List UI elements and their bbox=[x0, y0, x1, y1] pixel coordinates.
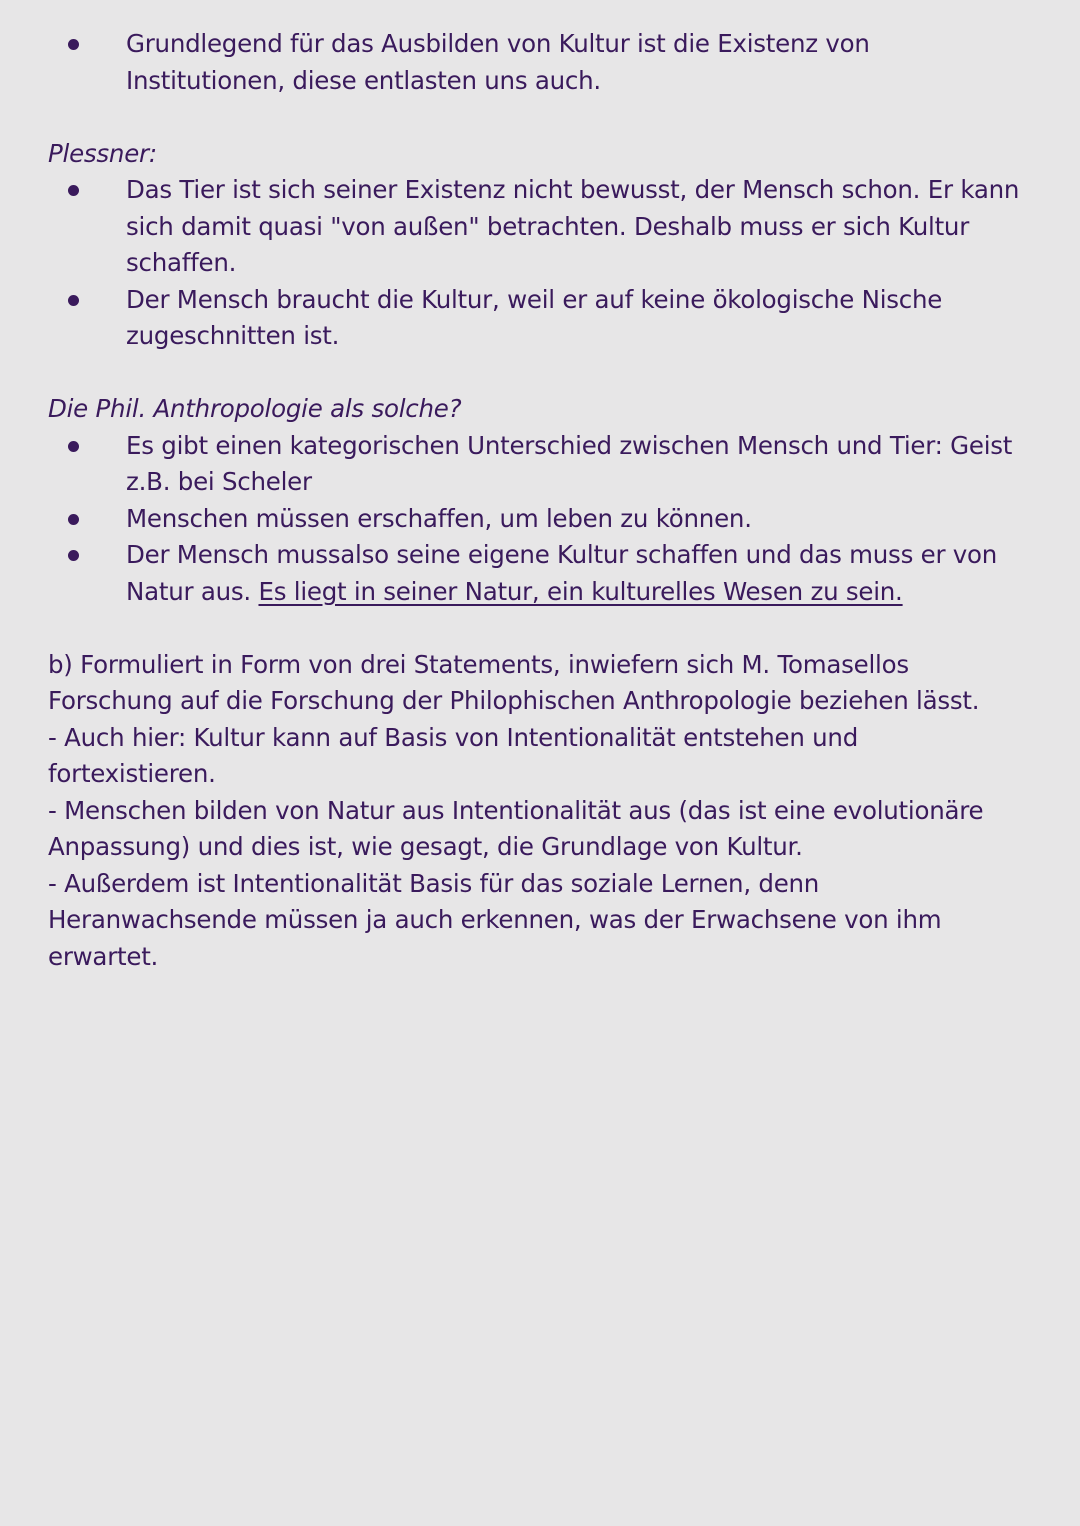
bullet-icon bbox=[68, 514, 79, 525]
statement-1: - Auch hier: Kultur kann auf Basis von Intentionalität entstehen und fortexistieren. bbox=[48, 722, 858, 788]
bullet-text: Menschen müssen erschaffen, um leben zu können. bbox=[126, 503, 752, 533]
intro-list bbox=[48, 26, 1032, 99]
list-item bbox=[48, 501, 1032, 538]
anthropology-list bbox=[48, 428, 1032, 611]
bullet-text: Das Tier ist sich seiner Existenz nicht bewusst, der Mensch schon. Er kann sich damit quasi "von außen" betrachten. Deshalb muss er sich Kultur schaffen. bbox=[126, 175, 1020, 277]
bullet-icon bbox=[68, 441, 79, 452]
bullet-text: Der Mensch mussalso seine eigene Kultur schaffen und das muss er von Natur aus. bbox=[126, 540, 998, 606]
list-item bbox=[48, 282, 1032, 355]
bullet-icon bbox=[68, 39, 79, 50]
section-heading-plessner: Plessner: bbox=[48, 138, 157, 168]
bullet-icon bbox=[68, 295, 79, 306]
section-heading-anthropology: Die Phil. Anthropologie als solche? bbox=[48, 394, 462, 423]
bullet-text: Grundlegend für das Ausbilden von Kultur ist die Existenz von Institutionen, diese entlasten uns auch. bbox=[126, 29, 870, 95]
list-item bbox=[48, 537, 1032, 610]
task-b-prompt: b) Formuliert in Form von drei Statements, inwiefern sich M. Tomasellos Forschung auf die Forschung der Philophischen Anthropologie beziehen lässt. bbox=[48, 649, 980, 715]
statement-3: - Außerdem ist Intentionalität Basis für das soziale Lernen, denn Heranwachsende müssen ja auch erkennen, was der Erwachsene von ihm erwartet. bbox=[48, 868, 942, 971]
list-item bbox=[48, 172, 1032, 282]
statement-2: - Menschen bilden von Natur aus Intentionalität aus (das ist eine evolutionäre Anpassung) und dies ist, wie gesagt, die Grundlage von Kultur. bbox=[48, 795, 984, 861]
underlined-conclusion: Es liegt in seiner Natur, ein kulturelles Wesen zu sein. bbox=[258, 576, 903, 606]
list-item bbox=[48, 428, 1032, 501]
bullet-text: Es gibt einen kategorischen Unterschied zwischen Mensch und Tier: Geist z.B. bei Scheler bbox=[126, 430, 1013, 496]
bullet-icon bbox=[68, 185, 79, 196]
bullet-icon bbox=[68, 550, 79, 561]
list-item bbox=[48, 26, 1032, 99]
plessner-list bbox=[48, 172, 1032, 355]
bullet-text: Der Mensch braucht die Kultur, weil er auf keine ökologische Nische zugeschnitten ist. bbox=[126, 284, 943, 350]
